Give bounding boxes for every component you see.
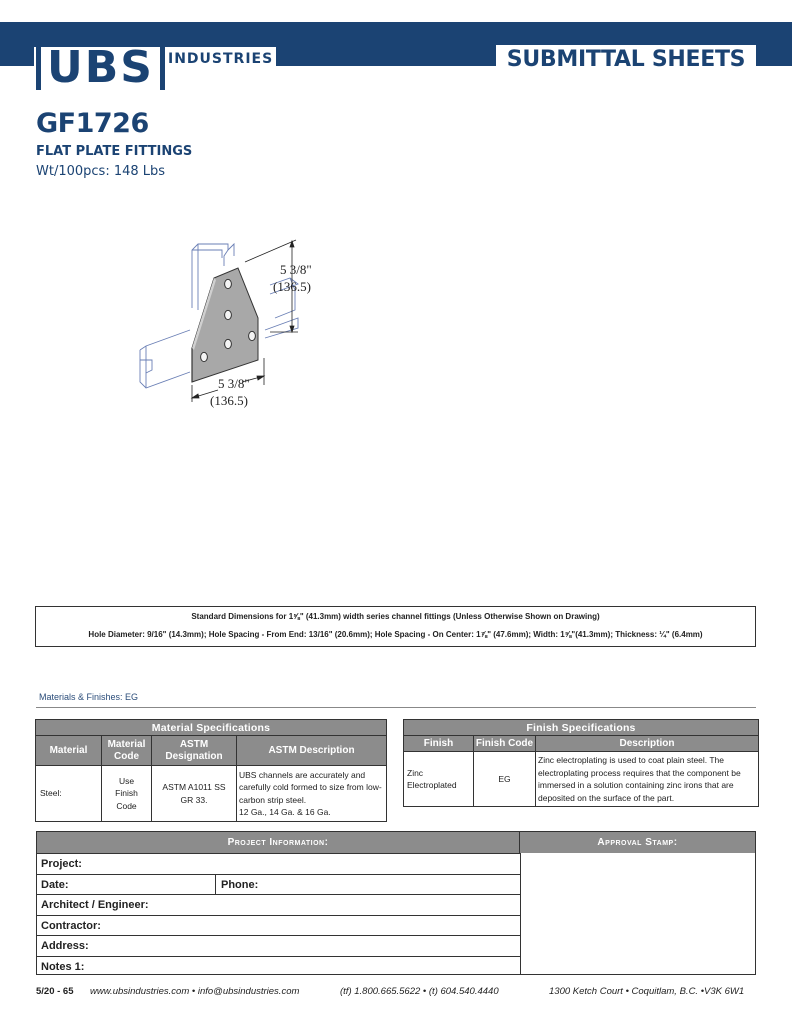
col-header-material: Material xyxy=(36,736,102,766)
width-dim-mm: (136.5) xyxy=(210,393,248,408)
col-header-astm-designation: ASTM Designation xyxy=(152,736,237,766)
footer-address: 1300 Ketch Court • Coquitlam, B.C. •V3K 6W1 xyxy=(549,986,745,997)
phone-field[interactable]: Phone: xyxy=(221,878,259,891)
project-info-form xyxy=(36,831,756,975)
finish-specs-caption: Finish Specifications xyxy=(404,720,759,736)
cell-material: Steel: xyxy=(36,766,102,822)
product-code: GF1726 xyxy=(36,108,149,139)
contractor-field[interactable] xyxy=(37,915,520,936)
logo-right-bar xyxy=(160,46,165,90)
address-field[interactable] xyxy=(37,935,520,956)
col-header-finish: Finish xyxy=(404,736,474,752)
finish-specs-table xyxy=(403,719,759,807)
cell-astm-description xyxy=(237,766,387,822)
form-divider xyxy=(520,853,521,975)
col-header-astm-description: ASTM Description xyxy=(237,736,387,766)
standard-dimensions-values: Hole Diameter: 9/16" (14.3mm); Hole Spacing - From End: 13/16" (20.6mm); Hole Spacing - On Center: 1⅞" (47.6mm); Width: 1⅝"(41.3mm); Thickness: ¼" (6.4mm) xyxy=(88,630,703,639)
footer-web-email[interactable]: www.ubsindustries.com • info@ubsindustries.com xyxy=(90,986,300,997)
architect-label: Architect / Engineer: xyxy=(41,899,149,911)
approval-stamp-heading: Approval Stamp: xyxy=(520,832,755,853)
company-logo xyxy=(36,44,165,92)
cell-finish-code: EG xyxy=(474,752,536,807)
logo-suffix: INDUSTRIES xyxy=(168,51,274,67)
document-title: SUBMITTAL SHEETS xyxy=(506,47,746,72)
notes-label: Notes 1: xyxy=(41,960,85,973)
cell-finish: Zinc Electroplated xyxy=(404,752,474,807)
materials-finishes-label: Materials & Finishes: EG xyxy=(39,692,139,702)
material-specs-table xyxy=(35,719,387,822)
field-divider xyxy=(215,875,216,895)
page-number: 5/20 - 65 xyxy=(36,986,74,997)
cell-material-code: Use Finish Code xyxy=(102,766,152,822)
address-label: Address: xyxy=(41,940,89,952)
date-field[interactable]: Date: xyxy=(41,878,69,891)
width-dim-label: 5 3/8" xyxy=(218,376,250,391)
notes-field[interactable] xyxy=(37,956,520,977)
footer-phones: (tf) 1.800.665.5622 • (t) 604.540.4440 xyxy=(340,986,499,997)
height-dim-label: 5 3/8" xyxy=(280,262,312,277)
gauges-text: 12 Ga., 14 Ga. & 16 Ga. xyxy=(239,807,331,817)
project-info-heading: Project Information: xyxy=(37,832,520,853)
table-row xyxy=(404,752,759,807)
product-drawing xyxy=(130,210,340,410)
project-field[interactable] xyxy=(37,853,520,874)
col-header-description: Description xyxy=(536,736,759,752)
architect-field[interactable] xyxy=(37,894,520,915)
table-row xyxy=(36,766,387,822)
cell-astm-designation: ASTM A1011 SS GR 33. xyxy=(152,766,237,822)
height-dim-mm: (136.5) xyxy=(273,279,311,294)
col-header-finish-code: Finish Code xyxy=(474,736,536,752)
contractor-label: Contractor: xyxy=(41,919,101,932)
product-name: FLAT PLATE FITTINGS xyxy=(36,144,193,159)
material-specs-caption: Material Specifications xyxy=(36,720,387,736)
divider xyxy=(36,707,756,708)
standard-dimensions-box xyxy=(35,606,756,647)
date-phone-row xyxy=(37,874,520,895)
product-weight: Wt/100pcs: 148 Lbs xyxy=(36,164,166,179)
col-header-material-code: Material Code xyxy=(102,736,152,766)
logo-letters: UBS xyxy=(47,42,154,93)
project-label: Project: xyxy=(41,858,82,870)
footer-page-number xyxy=(36,986,74,997)
standard-dimensions-title: Standard Dimensions for 1⅝" (41.3mm) width series channel fittings (Unless Otherwise Shown on Drawing) xyxy=(191,612,600,621)
cell-finish-description: Zinc electroplating is used to coat plain steel. The electroplating process requires that the component be immersed in a solution containing zinc irons that are deposited on the surface of the part. xyxy=(536,752,759,807)
description-text: UBS channels are accurately and carefully cold formed to size from low-carbon strip steel. xyxy=(239,769,382,805)
